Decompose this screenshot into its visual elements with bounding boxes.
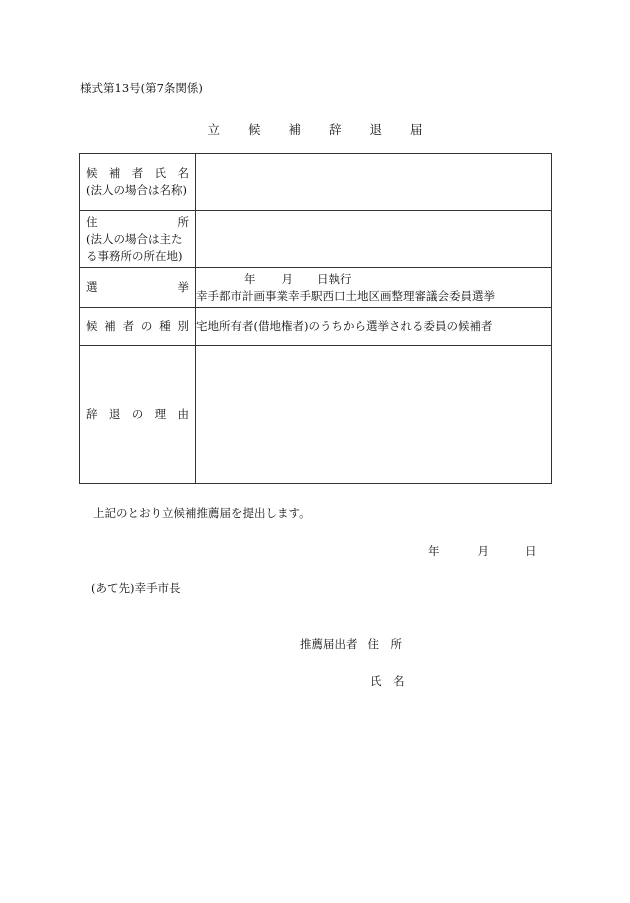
election-field [196,268,552,308]
document-title [0,120,630,138]
label-char: 辞 [86,407,98,421]
label-char: 住 [86,214,98,229]
label-char: 候 [86,319,98,333]
form-number: 様式第13号(第7条関係) [80,81,203,95]
row-election [80,268,552,308]
title-char: 候 [247,122,261,137]
submitter-address-label: 住 所 [367,637,402,651]
label-char: 選 [86,280,98,294]
label-char: 者 [122,319,135,333]
label-sub: (法人の場合は名称) [86,183,187,197]
withdrawal-form-table [79,153,552,484]
label-candidate-name [80,154,196,211]
election-month: 月 [281,271,293,286]
label-char: 所 [177,214,189,229]
submission-date [428,543,537,559]
submitter-label: 推薦届出者 [300,637,358,651]
submitter-name-label: 氏 名 [370,674,405,688]
label-char: 補 [104,319,116,333]
label-char: の [131,407,144,421]
row-candidate-type [80,308,552,346]
label-candidate-type [80,308,196,346]
row-candidate-name [80,154,552,211]
label-address [80,211,196,268]
row-address [80,211,552,268]
title-char: 退 [369,122,383,137]
label-char: 候 [86,166,98,180]
label-char: 退 [108,407,121,421]
label-char: 名 [177,166,189,180]
label-char: 由 [177,407,189,421]
title-char: 立 [207,122,220,137]
candidate-type-field: 宅地所有者(借地権者)のうちから選挙される委員の候補者 [196,308,552,346]
label-char: 種 [159,319,171,333]
declaration-text: 上記のとおり立候補推薦届を提出します。 [93,506,311,520]
label-char: 氏 [154,166,167,180]
label-char: 者 [131,166,144,180]
date-day: 日 [525,544,537,558]
label-char: の [140,319,153,333]
candidate-name-field[interactable] [196,154,552,211]
election-name: 幸手都市計画事業幸手駅西口土地区画整理審議会委員選挙 [196,288,495,303]
label-sub: る事務所の所在地) [86,248,183,263]
date-month: 月 [477,544,489,558]
title-char: 辞 [329,122,342,137]
label-election [80,268,196,308]
label-char: 別 [177,319,189,333]
submitter-address [300,636,402,652]
addressee: (あて先)幸手市長 [91,581,181,595]
row-reason [80,346,552,484]
election-year: 年 [244,271,256,286]
label-char: 補 [108,166,121,180]
label-char: 挙 [177,280,189,294]
label-sub: (法人の場合は主た [86,231,183,246]
date-year: 年 [428,544,440,558]
election-day: 日執行 [317,271,352,286]
reason-field[interactable] [196,346,552,484]
title-char: 届 [410,122,423,137]
election-date [196,271,551,288]
label-char: 理 [154,407,167,421]
label-reason [80,346,196,484]
address-field[interactable] [196,211,552,268]
title-char: 補 [288,122,301,137]
submitter-name [370,673,405,689]
